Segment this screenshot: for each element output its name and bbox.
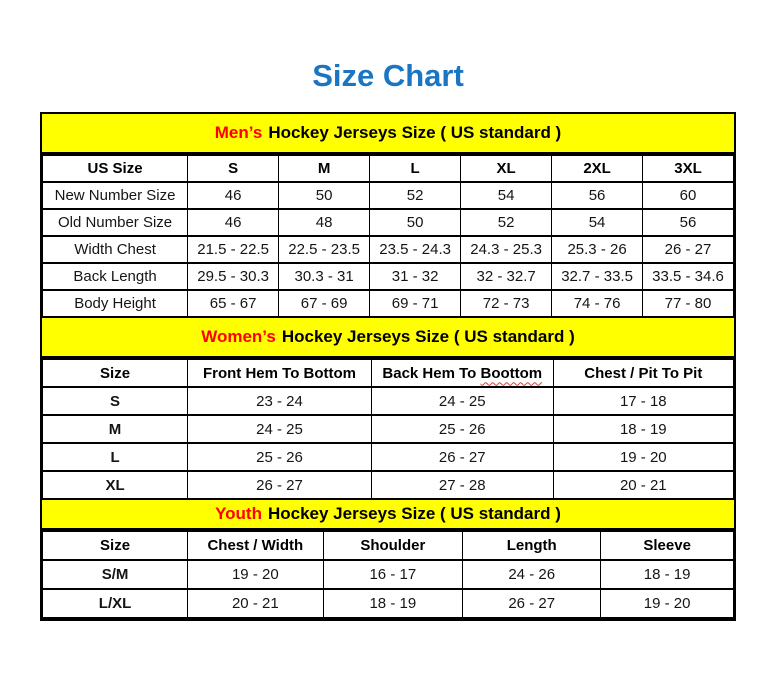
youth-col-header: Sleeve <box>601 531 734 560</box>
size-value: 52 <box>461 209 552 236</box>
size-value: 48 <box>279 209 370 236</box>
size-value: 74 - 76 <box>552 290 643 317</box>
mens-col-header: S <box>188 155 279 182</box>
size-value: 54 <box>552 209 643 236</box>
table-row <box>43 560 734 589</box>
row-label: S <box>43 387 188 415</box>
womens-col-header: Front Hem To Bottom <box>188 359 372 387</box>
table-row <box>43 263 734 290</box>
row-label: M <box>43 415 188 443</box>
size-value: 29.5 - 30.3 <box>188 263 279 290</box>
size-value: 23.5 - 24.3 <box>370 236 461 263</box>
womens-col-header <box>371 359 553 387</box>
youth-col-header: Length <box>463 531 601 560</box>
row-label: L <box>43 443 188 471</box>
mens-col-header: 2XL <box>552 155 643 182</box>
size-value: 72 - 73 <box>461 290 552 317</box>
mens-band-title: Hockey Jerseys Size ( US standard ) <box>268 123 562 142</box>
size-value: 19 - 20 <box>188 560 323 589</box>
table-row <box>43 471 734 499</box>
youth-header-row <box>43 531 734 560</box>
mens-col-header: L <box>370 155 461 182</box>
size-value: 27 - 28 <box>371 471 553 499</box>
row-label: S/M <box>43 560 188 589</box>
table-row <box>43 290 734 317</box>
size-value: 18 - 19 <box>553 415 733 443</box>
size-value: 33.5 - 34.6 <box>643 263 734 290</box>
size-value: 26 - 27 <box>371 443 553 471</box>
youth-col-header: Shoulder <box>323 531 463 560</box>
size-value: 77 - 80 <box>643 290 734 317</box>
table-row <box>43 443 734 471</box>
womens-col-header-misspelled: Boottom <box>480 364 543 382</box>
size-value: 50 <box>279 182 370 209</box>
row-label: Old Number Size <box>43 209 188 236</box>
size-value: 18 - 19 <box>601 560 734 589</box>
size-value: 20 - 21 <box>553 471 733 499</box>
mens-header-row <box>43 155 734 182</box>
womens-section-band <box>42 318 734 358</box>
size-chart-tables <box>40 112 736 621</box>
size-value: 50 <box>370 209 461 236</box>
page-title: Size Chart <box>312 58 464 93</box>
youth-band-accent: Youth <box>215 504 262 523</box>
mens-col-header: US Size <box>43 155 188 182</box>
table-row <box>43 209 734 236</box>
size-value: 46 <box>188 209 279 236</box>
womens-col-header: Size <box>43 359 188 387</box>
table-row <box>43 236 734 263</box>
youth-section-band <box>42 500 734 530</box>
size-value: 54 <box>461 182 552 209</box>
size-value: 24 - 25 <box>371 387 553 415</box>
size-value: 25 - 26 <box>371 415 553 443</box>
row-label: Body Height <box>43 290 188 317</box>
youth-col-header: Chest / Width <box>188 531 323 560</box>
row-label: Width Chest <box>43 236 188 263</box>
womens-header-row <box>43 359 734 387</box>
row-label: L/XL <box>43 589 188 618</box>
table-row <box>43 387 734 415</box>
size-value: 30.3 - 31 <box>279 263 370 290</box>
size-chart-page <box>40 0 736 621</box>
row-label: XL <box>43 471 188 499</box>
mens-section-band <box>42 114 734 154</box>
size-value: 26 - 27 <box>463 589 601 618</box>
size-value: 65 - 67 <box>188 290 279 317</box>
table-row <box>43 182 734 209</box>
size-value: 23 - 24 <box>188 387 372 415</box>
mens-col-header: XL <box>461 155 552 182</box>
womens-band-title: Hockey Jerseys Size ( US standard ) <box>281 327 575 346</box>
size-value: 21.5 - 22.5 <box>188 236 279 263</box>
size-value: 32 - 32.7 <box>461 263 552 290</box>
womens-size-table <box>42 358 734 500</box>
size-value: 20 - 21 <box>188 589 323 618</box>
row-label: New Number Size <box>43 182 188 209</box>
size-value: 52 <box>370 182 461 209</box>
size-value: 19 - 20 <box>601 589 734 618</box>
size-value: 69 - 71 <box>370 290 461 317</box>
womens-col-header-text: Back Hem To <box>382 364 477 382</box>
size-value: 46 <box>188 182 279 209</box>
youth-col-header: Size <box>43 531 188 560</box>
size-value: 56 <box>643 209 734 236</box>
size-value: 24.3 - 25.3 <box>461 236 552 263</box>
mens-band-accent: Men’s <box>214 123 263 142</box>
mens-col-header: M <box>279 155 370 182</box>
size-value: 67 - 69 <box>279 290 370 317</box>
size-value: 26 - 27 <box>643 236 734 263</box>
size-value: 31 - 32 <box>370 263 461 290</box>
size-value: 32.7 - 33.5 <box>552 263 643 290</box>
size-value: 56 <box>552 182 643 209</box>
youth-size-table <box>42 530 734 619</box>
youth-band-title: Hockey Jerseys Size ( US standard ) <box>267 504 561 523</box>
mens-size-table <box>42 154 734 318</box>
size-value: 22.5 - 23.5 <box>279 236 370 263</box>
womens-band-accent: Women’s <box>201 327 276 346</box>
table-row <box>43 589 734 618</box>
size-value: 16 - 17 <box>323 560 463 589</box>
size-value: 19 - 20 <box>553 443 733 471</box>
size-value: 24 - 26 <box>463 560 601 589</box>
mens-col-header: 3XL <box>643 155 734 182</box>
size-value: 17 - 18 <box>553 387 733 415</box>
size-value: 18 - 19 <box>323 589 463 618</box>
size-value: 26 - 27 <box>188 471 372 499</box>
size-value: 24 - 25 <box>188 415 372 443</box>
row-label: Back Length <box>43 263 188 290</box>
size-value: 25 - 26 <box>188 443 372 471</box>
size-value: 25.3 - 26 <box>552 236 643 263</box>
table-row <box>43 415 734 443</box>
size-value: 60 <box>643 182 734 209</box>
womens-col-header: Chest / Pit To Pit <box>553 359 733 387</box>
